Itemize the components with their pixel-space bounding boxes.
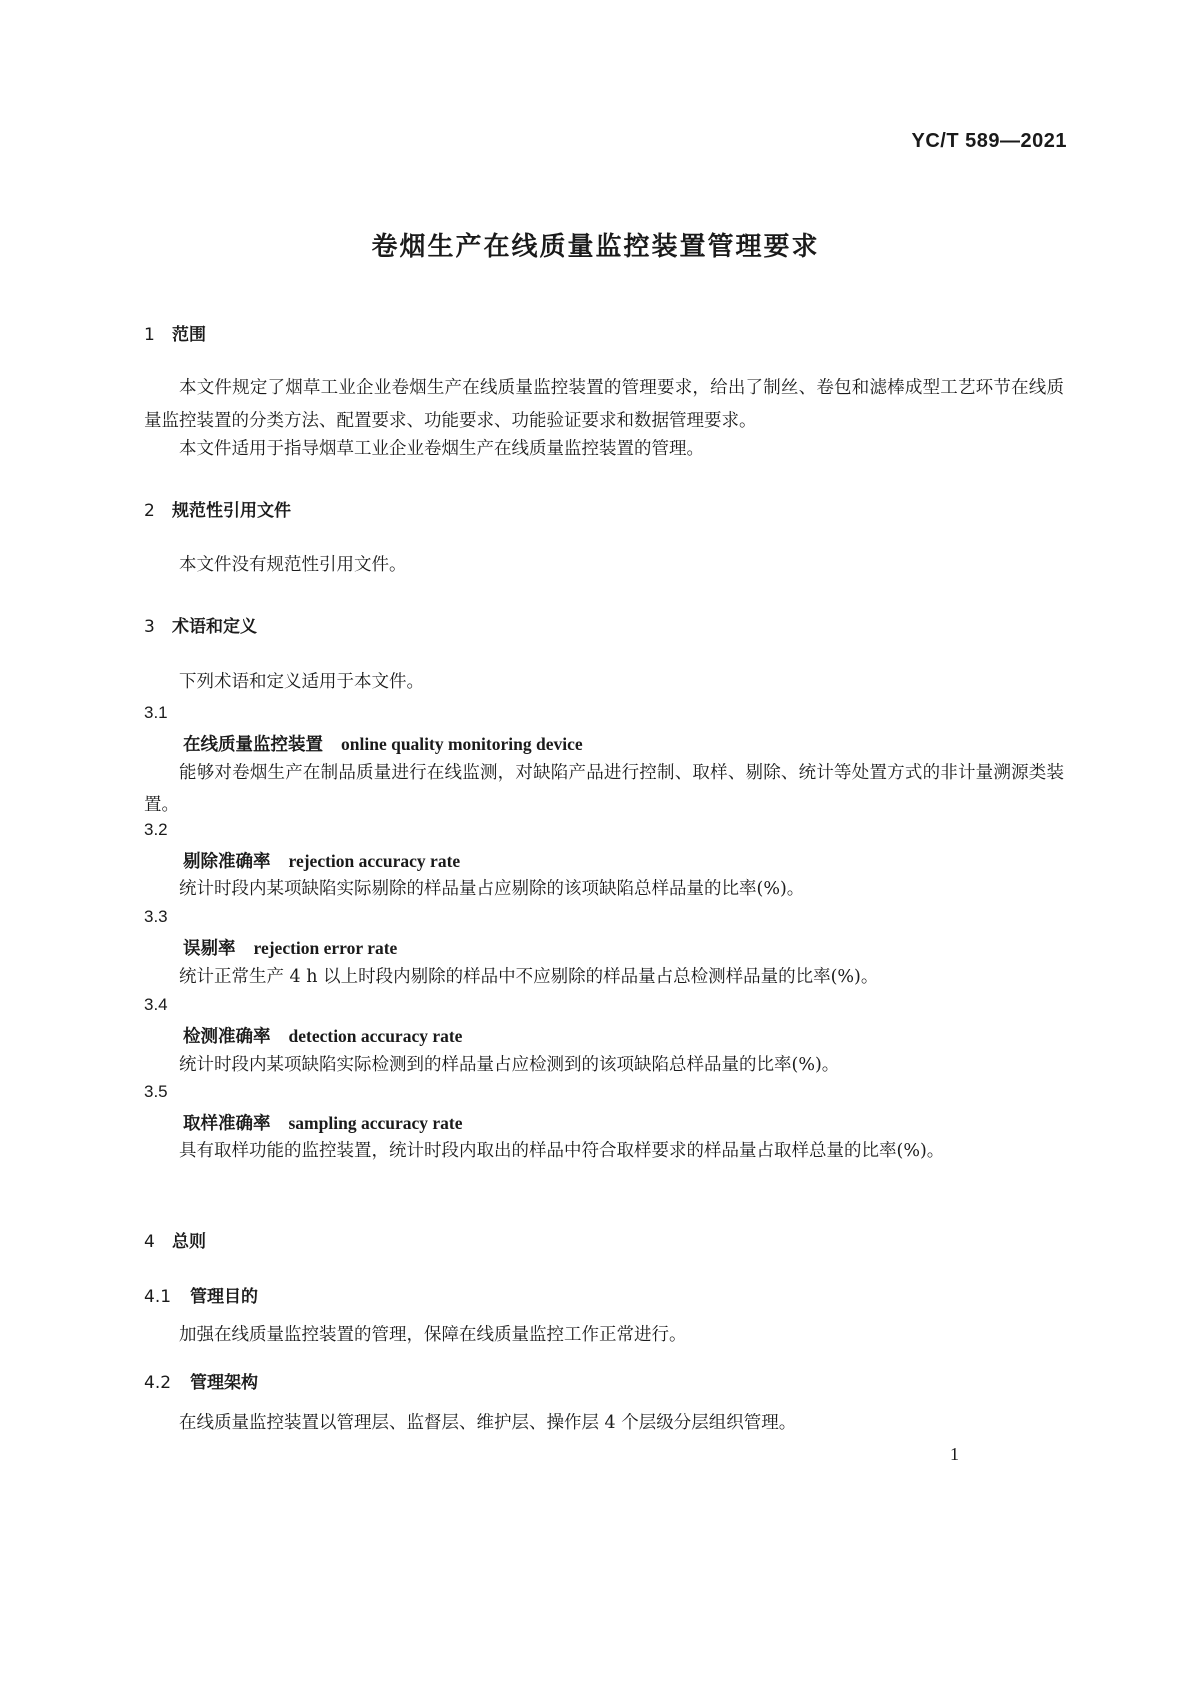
section-number: 2 <box>144 501 155 521</box>
section-number: 3 <box>144 617 155 637</box>
section-2-paragraph: 本文件没有规范性引用文件。 <box>179 555 407 575</box>
term-zh: 在线质量监控装置 <box>183 735 323 755</box>
term-definition: 统计正常生产 4 h 以上时段内剔除的样品中不应剔除的样品量占总检测样品量的比率(%)。 <box>179 967 879 987</box>
term-definition: 统计时段内某项缺陷实际检测到的样品量占应检测到的该项缺陷总样品量的比率(%)。 <box>179 1055 840 1075</box>
term-definition: 能够对卷烟生产在制品质量进行在线监测，对缺陷产品进行控制、取样、剔除、统计等处置方式的非计量溯源类装置。 <box>144 763 1064 815</box>
term-name <box>183 848 460 873</box>
section-title: 范围 <box>172 325 206 345</box>
section-1-paragraph-2: 本文件适用于指导烟草工业企业卷烟生产在线质量监控装置的管理。 <box>179 439 704 459</box>
subsection-4-2-heading <box>144 1368 258 1393</box>
term-zh: 剔除准确率 <box>183 852 271 872</box>
subsection-4-1-paragraph: 加强在线质量监控装置的管理，保障在线质量监控工作正常进行。 <box>179 1325 687 1345</box>
term-name <box>183 1110 463 1135</box>
section-1-paragraph-1: 本文件规定了烟草工业企业卷烟生产在线质量监控装置的管理要求，给出了制丝、卷包和滤棒成型工艺环节在线质量监控装置的分类方法、配置要求、功能要求、功能验证要求和数据管理要求。 <box>144 378 1064 431</box>
standard-code: YC/T 589—2021 <box>911 130 1067 152</box>
term-name <box>183 935 397 960</box>
section-number: 1 <box>144 325 155 345</box>
term-en: online quality monitoring device <box>341 734 583 754</box>
section-2-heading <box>144 496 291 521</box>
section-title: 总则 <box>172 1232 206 1252</box>
subsection-number: 4.1 <box>144 1287 172 1307</box>
term-en: detection accuracy rate <box>288 1026 463 1046</box>
term-zh: 误剔率 <box>183 939 236 959</box>
subsection-title: 管理架构 <box>190 1373 258 1393</box>
subsection-title: 管理目的 <box>190 1287 258 1307</box>
subsection-4-1-heading <box>144 1282 258 1307</box>
section-title: 规范性引用文件 <box>172 501 291 521</box>
term-zh: 检测准确率 <box>183 1027 271 1047</box>
term-en: rejection error rate <box>253 938 398 958</box>
term-definition: 统计时段内某项缺陷实际剔除的样品量占应剔除的该项缺陷总样品量的比率(%)。 <box>179 879 805 899</box>
term-number: 3.4 <box>144 995 168 1014</box>
section-4-heading <box>144 1227 206 1252</box>
section-number: 4 <box>144 1232 155 1252</box>
term-en: sampling accuracy rate <box>288 1113 463 1133</box>
section-3-heading <box>144 612 257 637</box>
page-number: 1 <box>950 1444 959 1464</box>
section-1-heading <box>144 320 206 345</box>
section-3-intro: 下列术语和定义适用于本文件。 <box>179 672 424 692</box>
term-number: 3.5 <box>144 1082 168 1101</box>
section-title: 术语和定义 <box>172 617 257 637</box>
document-title: 卷烟生产在线质量监控装置管理要求 <box>371 232 820 262</box>
term-number: 3.3 <box>144 907 168 926</box>
term-number: 3.2 <box>144 820 168 839</box>
term-en: rejection accuracy rate <box>288 851 461 871</box>
subsection-number: 4.2 <box>144 1373 172 1393</box>
term-name <box>183 731 583 756</box>
term-zh: 取样准确率 <box>183 1114 271 1134</box>
term-definition: 具有取样功能的监控装置，统计时段内取出的样品中符合取样要求的样品量占取样总量的比率(%)。 <box>179 1141 945 1161</box>
term-name <box>183 1023 462 1048</box>
term-number: 3.1 <box>144 703 168 722</box>
subsection-4-2-paragraph: 在线质量监控装置以管理层、监督层、维护层、操作层 4 个层级分层组织管理。 <box>179 1413 797 1433</box>
